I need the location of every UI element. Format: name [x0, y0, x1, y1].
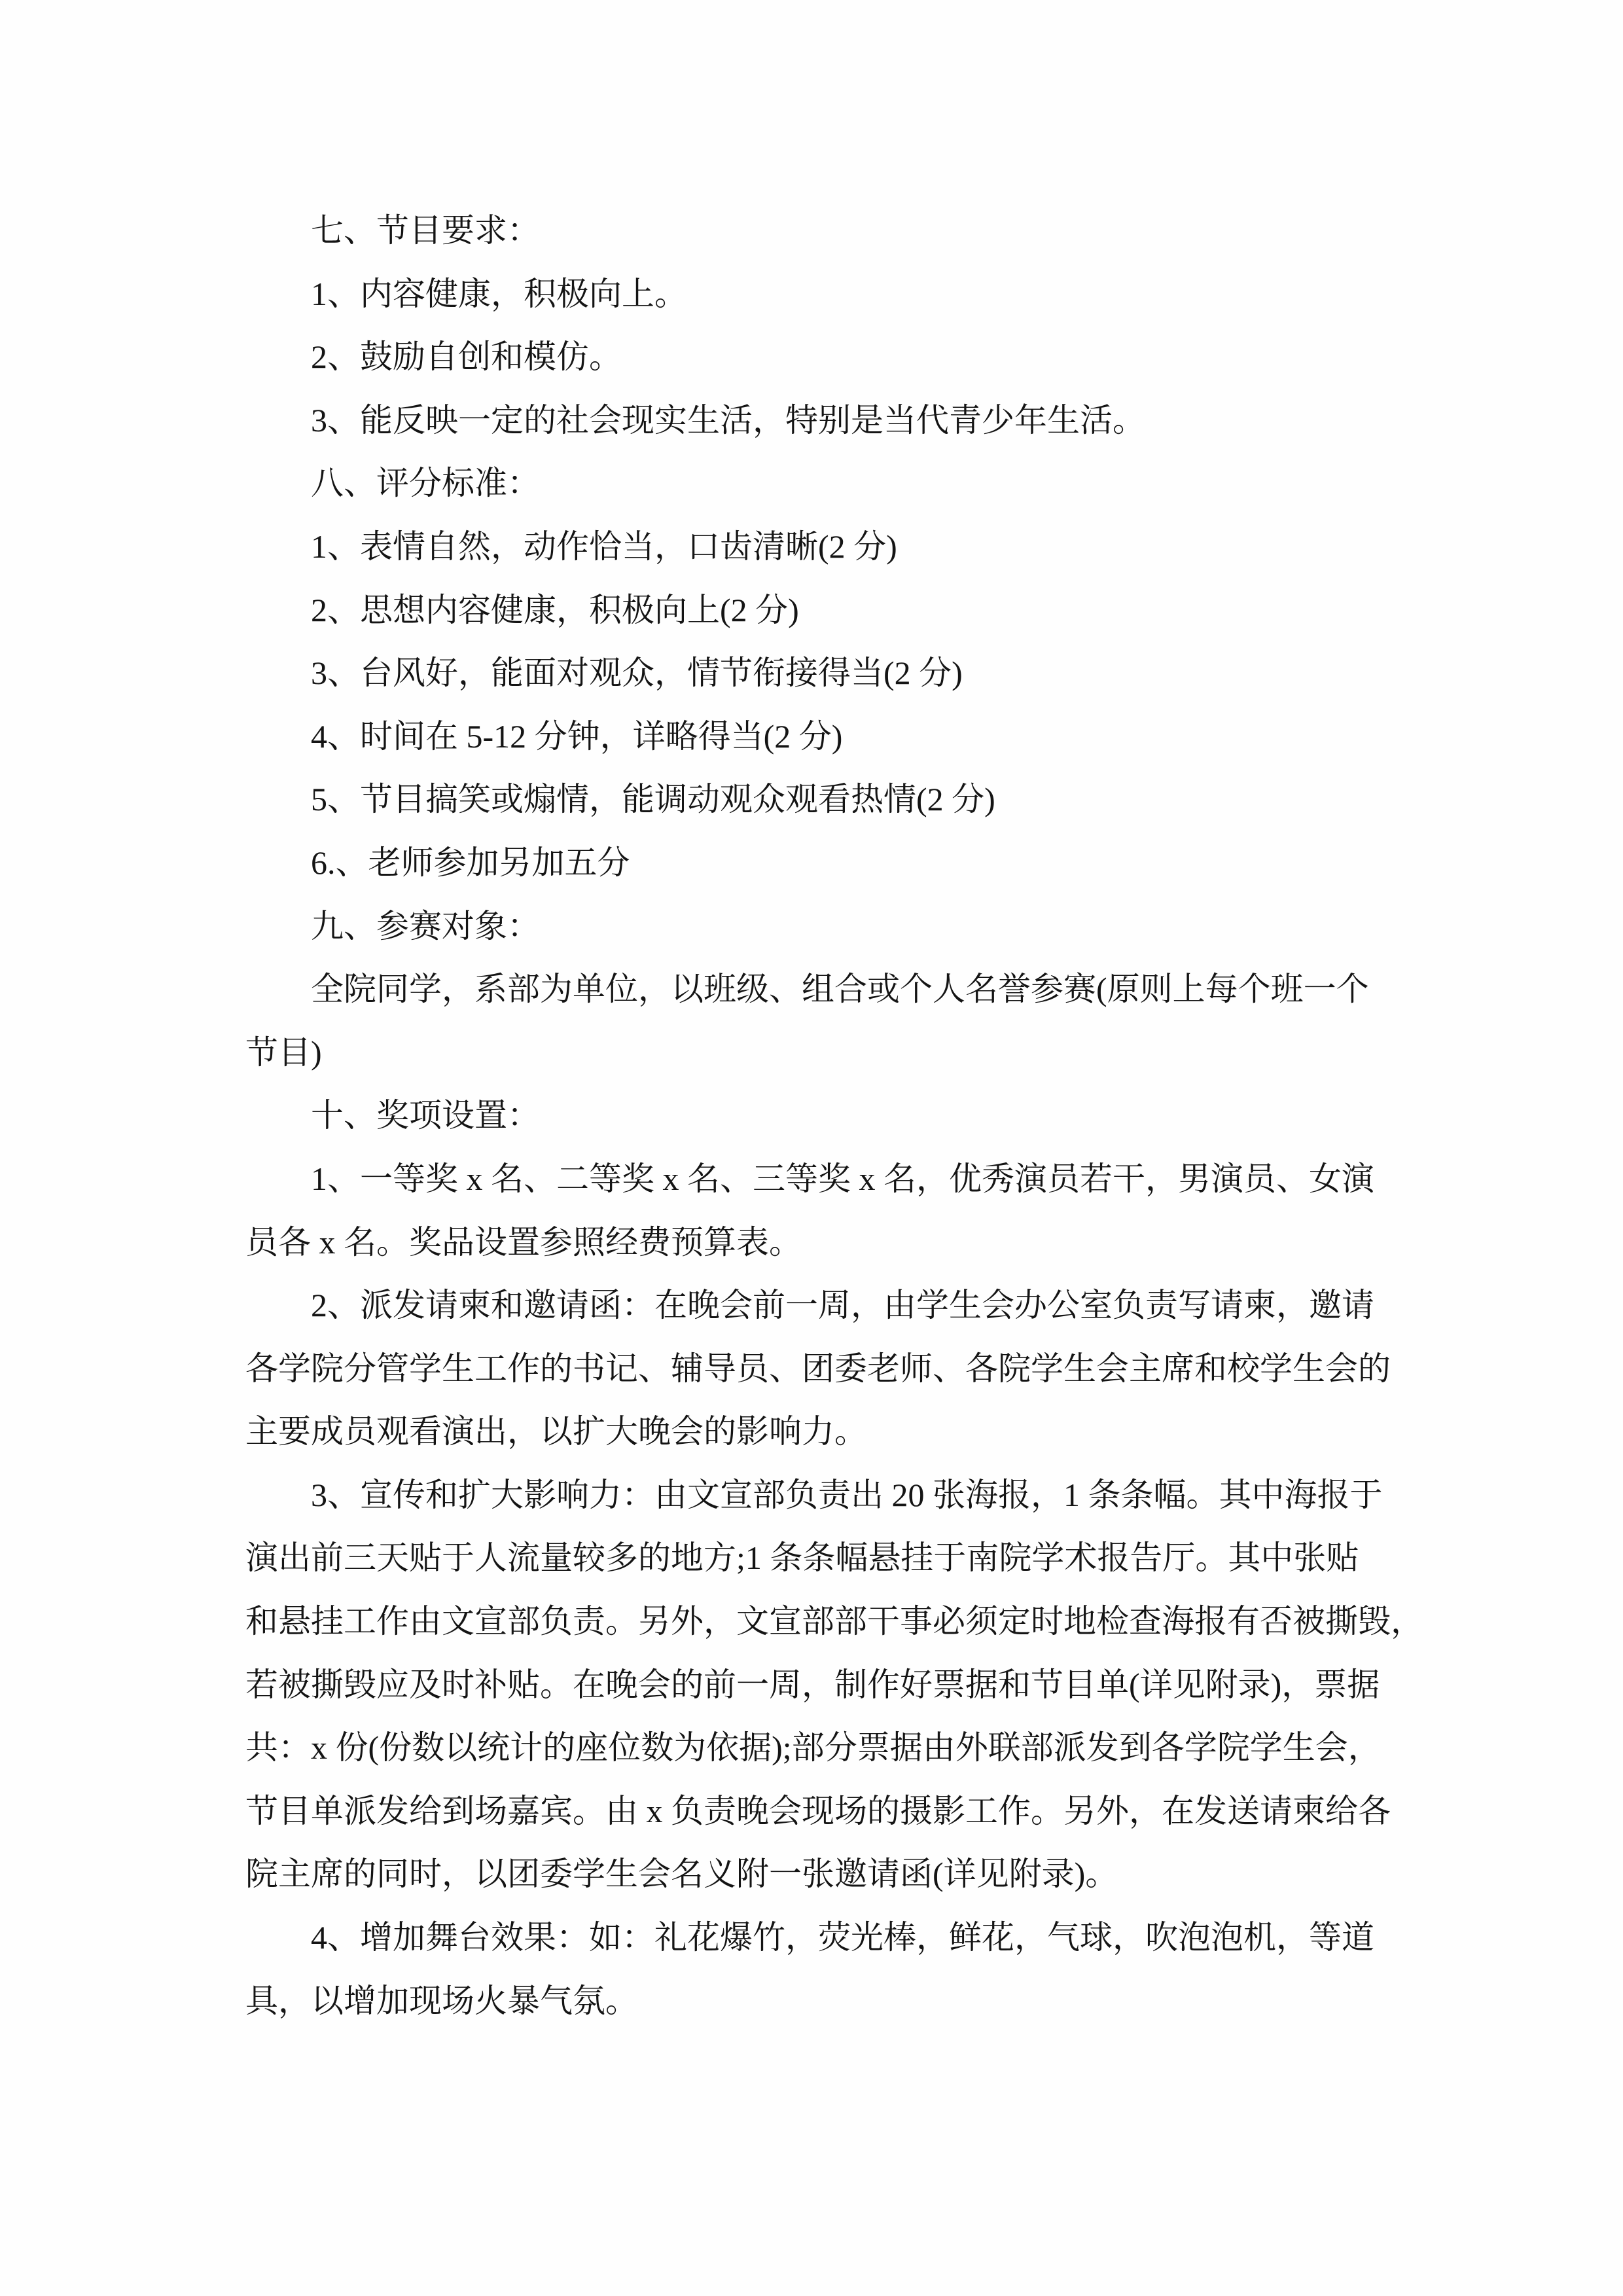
text-line: 若被撕毁应及时补贴。在晚会的前一周，制作好票据和节目单(详见附录)，票据 [245, 1666, 1380, 1703]
text-line: 2、鼓励自创和模仿。 [311, 338, 622, 376]
text-line: 主要成员观看演出，以扩大晚会的影响力。 [245, 1413, 867, 1450]
text-line: 节目) [245, 1033, 322, 1071]
text-line: 十、奖项设置： [311, 1097, 540, 1134]
text-line: 3、能反映一定的社会现实生活，特别是当代青少年生活。 [311, 401, 1145, 439]
text-line: 和悬挂工作由文宣部负责。另外，文宣部部干事必须定时地检查海报有否被撕毁， [245, 1603, 1423, 1640]
text-line: 1、表情自然，动作恰当，口齿清晰(2 分) [311, 528, 897, 565]
text-line: 1、一等奖 x 名、二等奖 x 名、三等奖 x 名，优秀演员若干，男演员、女演 [311, 1160, 1374, 1197]
text-line: 6.、老师参加另加五分 [311, 844, 630, 881]
text-line: 全院同学，系部为单位，以班级、组合或个人名誉参赛(原则上每个班一个 [311, 971, 1369, 1008]
document-text-block [245, 199, 1423, 2032]
text-line: 2、思想内容健康，积极向上(2 分) [311, 591, 799, 628]
text-line: 九、参赛对象： [311, 907, 540, 944]
text-line: 5、节目搞笑或煽情，能调动观众观看热情(2 分) [311, 781, 995, 818]
text-line: 具，以增加现场火暴气氛。 [245, 1982, 638, 2019]
text-line: 八、评分标准： [311, 465, 540, 502]
text-line: 4、增加舞台效果：如：礼花爆竹，荧光棒，鲜花，气球，吹泡泡机，等道 [311, 1919, 1374, 1956]
text-line: 3、宣传和扩大影响力：由文宣部负责出 20 张海报，1 条条幅。其中海报于 [311, 1476, 1383, 1513]
text-line: 共：x 份(份数以统计的座位数为依据);部分票据由外联部派发到各学院学生会， [245, 1729, 1381, 1767]
text-line: 1、内容健康，积极向上。 [311, 275, 687, 312]
text-line: 4、时间在 5-12 分钟，详略得当(2 分) [311, 717, 843, 755]
text-line: 3、台风好，能面对观众，情节衔接得当(2 分) [311, 655, 963, 692]
text-line: 演出前三天贴于人流量较多的地方;1 条条幅悬挂于南院学术报告厅。其中张贴 [245, 1539, 1359, 1577]
text-line: 院主席的同时，以团委学生会名义附一张邀请函(详见附录)。 [245, 1856, 1118, 1893]
text-line: 2、派发请柬和邀请函：在晚会前一周，由学生会办公室负责写请柬，邀请 [311, 1287, 1374, 1324]
text-line: 各学院分管学生工作的书记、辅导员、团委老师、各院学生会主席和校学生会的 [245, 1350, 1391, 1387]
text-line: 七、节目要求： [311, 212, 540, 249]
text-line: 节目单派发给到场嘉宾。由 x 负责晚会现场的摄影工作。另外，在发送请柬给各 [245, 1792, 1391, 1829]
text-line: 员各 x 名。奖品设置参照经费预算表。 [245, 1223, 802, 1261]
